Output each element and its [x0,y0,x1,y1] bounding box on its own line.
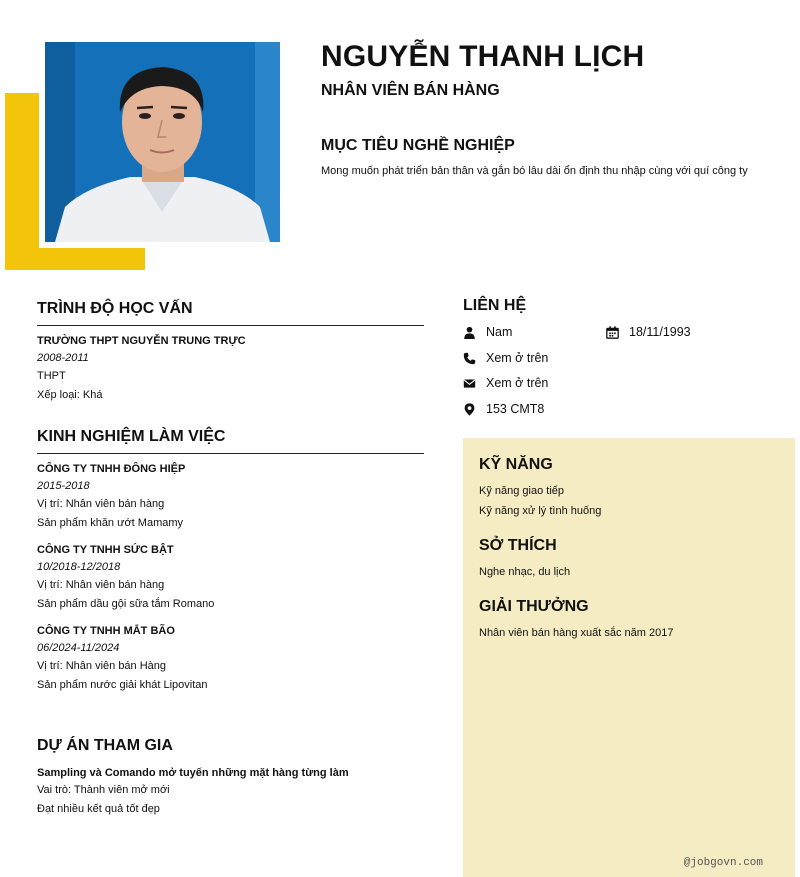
education-heading: TRÌNH ĐỘ HỌC VẤN [37,300,424,326]
experience-item [37,463,424,529]
experience-product: Sản phẩm nước giải khát Lipovitan [37,679,208,691]
side-panel [463,438,795,877]
contact-gender [462,325,512,339]
calendar-icon [605,325,619,339]
contact-birthday [605,325,691,339]
contact-address-value: 153 CMT8 [486,402,545,416]
experience-period: 2015-2018 [37,480,90,492]
experience-period: 10/2018-12/2018 [37,561,121,573]
experience-company: CÔNG TY TNHH SỨC BẬT [37,544,174,556]
contact-email [462,376,548,390]
project-name: Sampling và Comando mở tuyến những mặt hàng từng làm [37,767,349,779]
contact-birthday-value: 18/11/1993 [629,325,691,339]
experience-position: Vị trí: Nhân viên bán Hàng [37,660,167,672]
skill-item: Kỹ năng giao tiếp [479,485,565,497]
candidate-name: NGUYỄN THANH LỊCH [321,40,645,73]
email-icon [462,376,476,390]
experience-product: Sản phẩm dầu gội sữa tắm Romano [37,598,215,610]
experience-section [37,428,424,698]
watermark: @jobgovn.com [683,857,763,869]
accent-bar-horizontal [5,247,145,270]
experience-product: Sản phẩm khăn ướt Mamamy [37,517,184,529]
experience-company: CÔNG TY TNHH ĐÔNG HIỆP [37,463,186,475]
contact-heading: LIÊN HỆ [463,297,527,314]
objective-heading: MỤC TIÊU NGHỀ NGHIỆP [321,137,515,154]
experience-item [37,544,424,610]
projects-heading: DỰ ÁN THAM GIA [37,737,173,754]
awards-heading: GIẢI THƯỞNG [479,598,589,615]
projects-section [37,737,424,822]
skill-item: Kỹ năng xử lý tình huống [479,505,602,517]
accent-bar-vertical [5,93,39,270]
job-title: NHÂN VIÊN BÁN HÀNG [321,82,500,99]
contact-gender-value: Nam [486,325,513,339]
hobbies-text: Nghe nhạc, du lịch [479,566,571,578]
contact-email-value: Xem ở trên [486,376,549,390]
education-section [37,300,424,408]
experience-heading: KINH NGHIỆM LÀM VIỆC [37,428,424,454]
project-role: Vai trò: Thành viên mở mới [37,784,170,796]
education-school: TRƯỜNG THPT NGUYỄN TRUNG TRỰC [37,335,246,347]
location-pin-icon [462,402,476,416]
experience-position: Vị trí: Nhân viên bán hàng [37,579,165,591]
contact-address [462,402,544,416]
objective-text: Mong muốn phát triển bản thân và gắn bó lâu dài ổn định thu nhập cùng với quí công ty [321,165,748,177]
hobbies-heading: SỞ THÍCH [479,537,557,554]
experience-company: CÔNG TY TNHH MẮT BÃO [37,625,175,637]
awards-text: Nhân viên bán hàng xuất sắc năm 2017 [479,627,674,639]
contact-phone-value: Xem ở trên [486,351,549,365]
education-level: THPT [37,370,66,382]
experience-item [37,625,424,691]
person-icon [462,325,476,339]
experience-period: 06/2024-11/2024 [37,642,120,654]
phone-icon [462,351,476,365]
education-grade: Xếp loại: Khá [37,389,103,401]
contact-phone [462,351,548,365]
experience-position: Vị trí: Nhân viên bán hàng [37,498,165,510]
project-result: Đạt nhiều kết quả tốt đẹp [37,803,160,815]
education-years: 2008-2011 [37,352,89,364]
profile-photo [45,42,280,242]
skills-heading: KỸ NĂNG [479,456,553,473]
